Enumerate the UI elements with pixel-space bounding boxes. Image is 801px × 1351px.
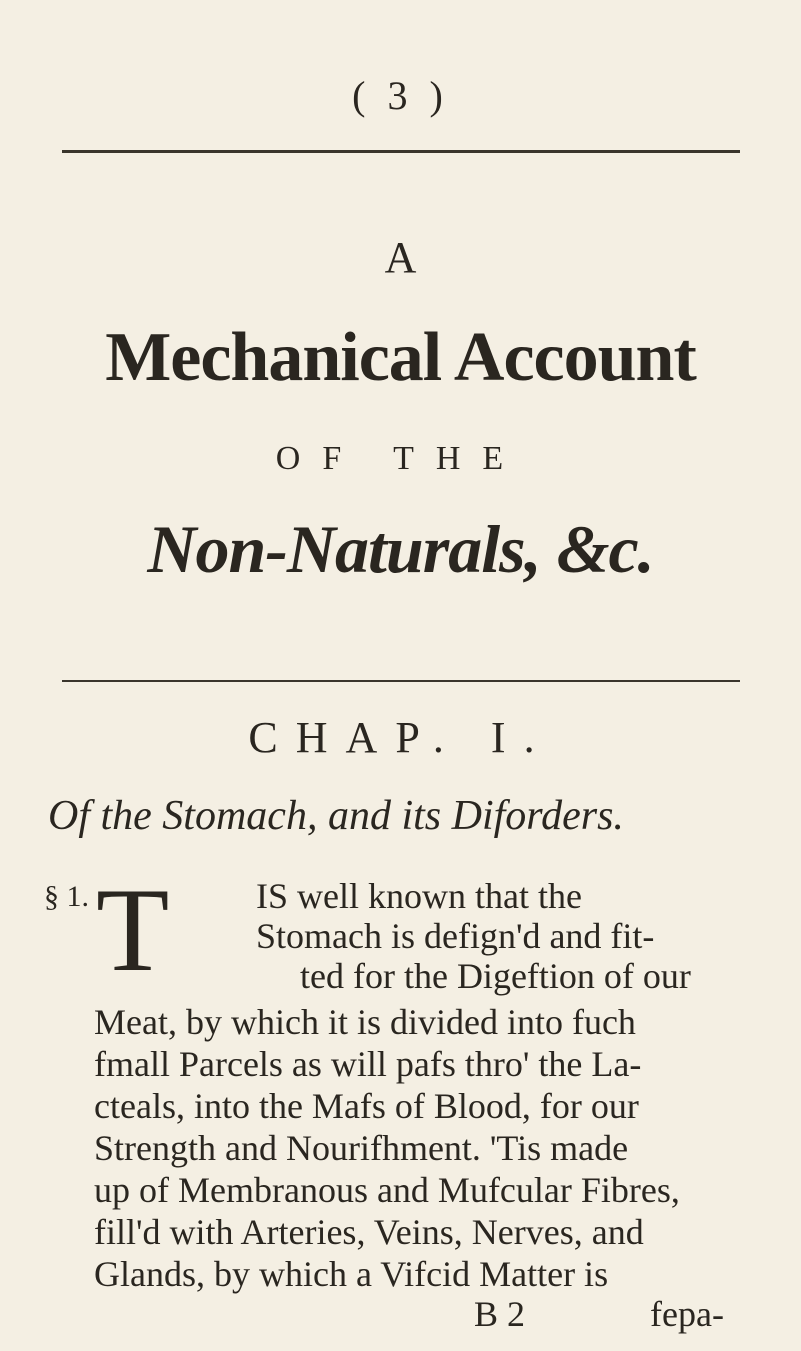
signature-mark: B 2 (474, 1294, 526, 1334)
title-subject: Non-Naturals, &c. (147, 511, 654, 587)
text-line: Strength and Nourifhment. 'Tis made (94, 1128, 629, 1168)
text-line: Meat, by which it is divided into fuch (94, 1002, 636, 1042)
top-rule (62, 150, 740, 153)
chapter-heading: CHAP. I. (248, 713, 553, 762)
section-mark: § 1. (44, 880, 89, 913)
text-line: Glands, by which a Vifcid Matter is (94, 1254, 609, 1294)
page-number: ( 3 ) (352, 73, 449, 118)
text-line: ted for the Digeftion of our (300, 956, 691, 996)
text-line: up of Membranous and Mufcular Fibres, (94, 1170, 680, 1210)
section-rule (62, 680, 740, 682)
text-line: fill'd with Arteries, Veins, Nerves, and (94, 1212, 644, 1252)
drop-cap: T (96, 863, 170, 996)
title-of-the: OF THE (275, 440, 526, 477)
main-title: Mechanical Account (105, 319, 696, 396)
text-line: cteals, into the Mafs of Blood, for our (94, 1086, 639, 1126)
text-line: Stomach is defign'd and fit- (256, 916, 655, 956)
title-article: A (384, 233, 417, 282)
text-line: IS well known that the (256, 876, 582, 916)
text-line: fmall Parcels as will pafs thro' the La- (94, 1044, 642, 1084)
chapter-subtitle: Of the Stomach, and its Diforders. (48, 793, 624, 839)
catchword: fepa- (650, 1294, 724, 1334)
